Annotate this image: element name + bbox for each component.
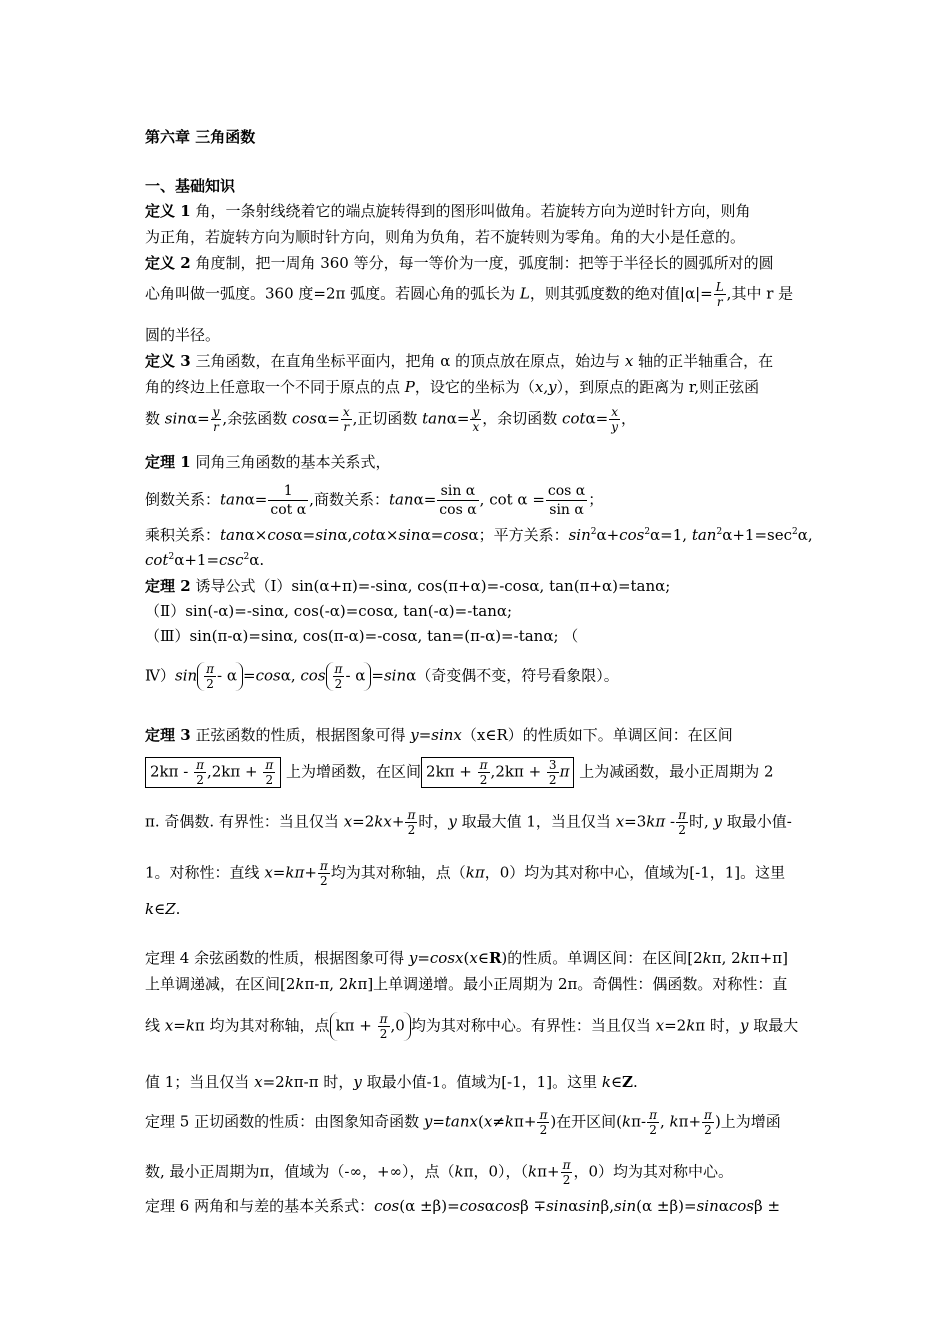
theorem-4-line-1: 定理 4 余弦函数的性质，根据图象可得 y=cosx(x∈R)的性质。单调区间：在区间[2kπ, 2kπ+π]	[145, 949, 788, 967]
theorem-3-line-4: 1。对称性：直线 x=kπ+ $\frac{\pi}{2}$ 均为其对称轴，点（kπ，0）均为其对称中心，值域为[-1，1]。这里	[145, 859, 786, 888]
theorem-6-line-1: 定理 6 两角和与差的基本关系式：cos(α ±β)=cosαcosβ ∓sinαsinβ,sin(α ±β)=sinαcosβ ±	[145, 1197, 781, 1215]
theorem-3-line-3: π. 奇偶数. 有界性：当且仅当 x=2kx+ $\frac{\pi}{2}$ 时，y 取最大值 1，当且仅当 x=3kπ - $\frac{\pi}{2}$ 时, y 取最小值-	[145, 808, 792, 837]
chapter-title: 第六章 三角函数	[145, 128, 256, 146]
definition-1-line-2: 为正角，若旋转方向为顺时针方向，则角为负角，若不旋转则为零角。角的大小是任意的。	[145, 228, 746, 246]
definition-3-line-1: 定义 3 三角函数，在直角坐标平面内，把角 α 的顶点放在原点，始边与 x 轴的正半轴重合，在	[145, 352, 774, 370]
definition-3-line-3: 数 sinα= $\frac{y}{r}$ ,余弦函数 cosα= $\frac{x}{r}$ ,正切函数 tanα= $\frac{y}{x}$ ，余切函数 cotα= $\frac{x}{y}$ ，	[145, 405, 637, 434]
definition-2-line-1: 定义 2 角度制，把一周角 360 等分，每一等价为一度，弧度制：把等于半径长的圆弧所对的圆	[145, 254, 774, 272]
definition-3-line-2: 角的终边上任意取一个不同于原点的点 P，设它的坐标为（x,y），到原点的距离为 r,则正弦函	[145, 378, 760, 396]
definition-2-line-2: 心角叫做一弧度。360 度=2π 弧度。若圆心角的弧长为 L，则其弧度数的绝对值|α|= $\frac{L}{r}$ ,其中 r 是	[145, 280, 794, 309]
theorem-3-line-1: 定理 3 正弦函数的性质，根据图象可得 y=sinx（x∈R）的性质如下。单调区间：在区间	[145, 726, 733, 744]
theorem-2-line-1: 定理 2 诱导公式（Ⅰ）sin(α+π)=-sinα, cos(π+α)=-cosα, tan(π+α)=tanα;	[145, 577, 671, 595]
theorem-3-line-2: 2kπ - $\frac{\pi}{2}$ ,2kπ + $\frac{\pi}{2}$ 上为增函数，在区间 2kπ + $\frac{\pi}{2}$ ,2kπ + $\frac{3}{2}$ π 上为减函数，最小正周期为 2	[145, 757, 774, 788]
theorem-4-line-2: 上单调递减，在区间[2kπ-π, 2kπ]上单调递增。最小正周期为 2π。奇偶性：偶函数。对称性：直	[145, 975, 788, 993]
definition-1-line-1: 定义 1 角，一条射线绕着它的端点旋转得到的图形叫做角。若旋转方向为逆时针方向，则角	[145, 202, 751, 220]
definition-2-line-3: 圆的半径。	[145, 326, 221, 344]
theorem-1-line-2: 倒数关系：tanα= $\frac{1}{\text{cot α}}$ ,商数关系：tanα= $\frac{\text{sin α}}{\text{cos α}}$ , cot α = $\frac{\text{cos α}}{\text{sin α}}$ ；	[145, 483, 604, 518]
theorem-1-line-1: 定理 1 同角三角函数的基本关系式，	[145, 453, 391, 471]
theorem-4-line-4: 值 1；当且仅当 x=2kπ-π 时，y 取最小值-1。值域为[-1，1]。这里 k∈Z.	[145, 1073, 638, 1091]
theorem-2-line-4: Ⅳ）sin $\frac{\pi}{2}$ - α =cosα, cos $\frac{\pi}{2}$ - α =sinα（奇变偶不变，符号看象限）。	[145, 662, 619, 691]
theorem-5-line-1: 定理 5 正切函数的性质：由图象知奇函数 y=tanx(x≠kπ+ $\frac{\pi}{2}$ )在开区间(kπ- $\frac{\pi}{2}$ , kπ+ $\frac{\pi}{2}$ )上为增函	[145, 1108, 781, 1137]
theorem-5-line-2: 数, 最小正周期为π，值域为（-∞，+∞），点（kπ，0），（kπ+ $\frac{\pi}{2}$ ，0）均为其对称中心。	[145, 1158, 733, 1187]
theorem-1-line-3: 乘积关系：tanα×cosα=sinα,cotα×sinα=cosα；平方关系：$\sin^2\alpha+\cos^2\alpha=1$, $\tan^2\alpha+1=\sec^2\alpha$,	[145, 526, 813, 544]
theorem-4-line-3: 线 x=kπ 均为其对称轴，点 kπ + $\frac{\pi}{2}$ ,0 均为其对称中心。有界性：当且仅当 x=2kπ 时，y 取最大	[145, 1012, 799, 1041]
theorem-2-line-2: （Ⅱ）sin(-α)=-sinα, cos(-α)=cosα, tan(-α)=-tanα;	[145, 602, 513, 620]
theorem-1-line-4: $\cot^2\alpha+1=\csc^2\alpha$.	[145, 551, 265, 569]
theorem-3-line-5: k∈Z.	[145, 900, 181, 918]
section-title: 一、基础知识	[145, 177, 236, 195]
fraction-l-over-r: $\frac{L}{r}$	[715, 280, 724, 309]
theorem-2-line-3: （Ⅲ）sin(π-α)=sinα, cos(π-α)=-cosα, tan=(π-α)=-tanα; （	[145, 627, 579, 645]
